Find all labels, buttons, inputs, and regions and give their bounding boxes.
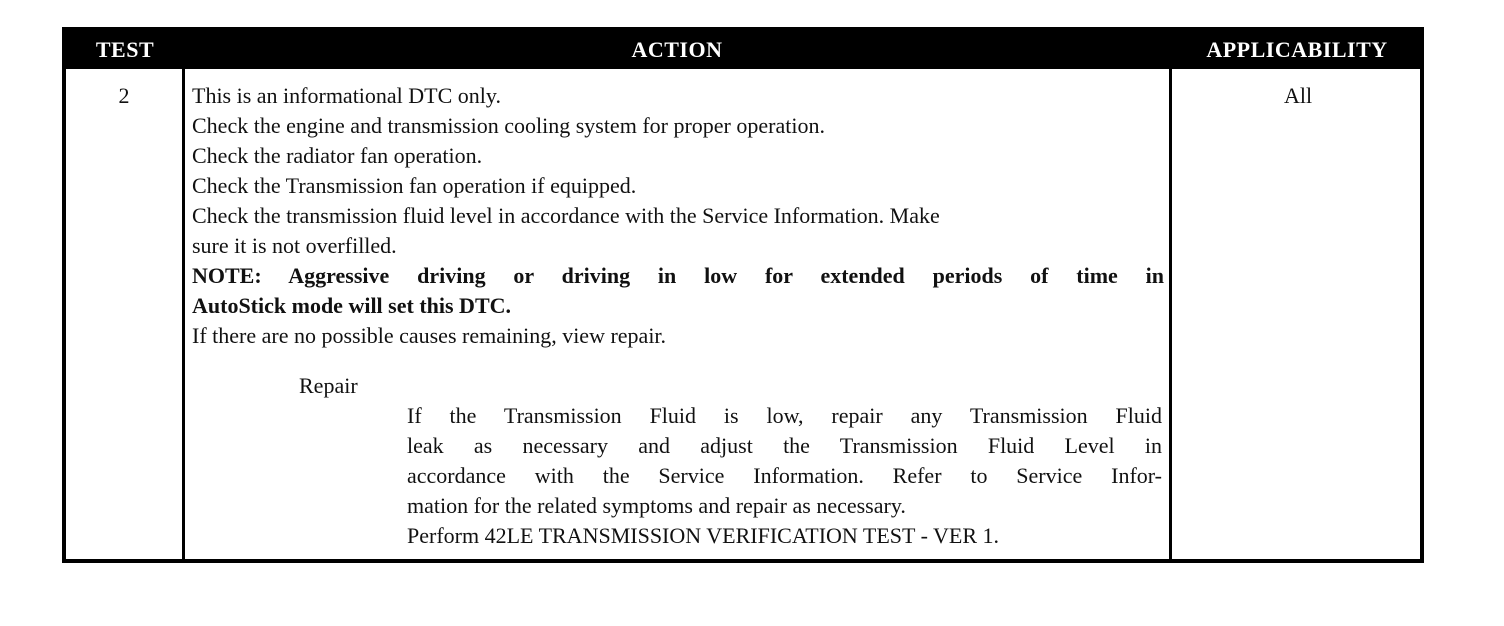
table-header <box>66 31 1420 69</box>
header-action: ACTION <box>631 37 723 62</box>
repair-line: Perform 42LE TRANSMISSION VERIFICATION TEST - VER 1. <box>407 523 999 548</box>
action-line: sure it is not overfilled. <box>192 233 397 258</box>
repair-label: Repair <box>299 373 358 398</box>
action-line: Check the transmission fluid level in accordance with the Service Information. Make <box>192 203 940 228</box>
action-line: Check the Transmission fan operation if equipped. <box>192 173 637 198</box>
note-line: NOTE: Aggressive driving or driving in low for extended periods of time in <box>192 263 1164 288</box>
header-applicability: APPLICABILITY <box>1206 37 1388 62</box>
note-line: AutoStick mode will set this DTC. <box>192 293 512 318</box>
repair-line: leak as necessary and adjust the Transmission Fluid Level in <box>407 433 1162 458</box>
repair-body <box>407 401 1162 551</box>
final-instruction: If there are no possible causes remaining, view repair. <box>192 323 667 348</box>
test-number: 2 <box>118 83 130 108</box>
applicability-value: All <box>1283 83 1313 108</box>
repair-line: accordance with the Service Information. Refer to Service Infor- <box>407 463 1162 488</box>
repair-line: mation for the related symptoms and repair as necessary. <box>407 493 906 518</box>
header-test: TEST <box>95 37 155 62</box>
diagnostic-table <box>62 27 1424 563</box>
action-line: This is an informational DTC only. <box>192 83 501 108</box>
action-line: Check the radiator fan operation. <box>192 143 483 168</box>
column-divider <box>182 69 185 559</box>
action-cell <box>192 69 1164 551</box>
repair-line: If the Transmission Fluid is low, repair any Transmission Fluid <box>407 403 1162 428</box>
action-line: Check the engine and transmission cooling system for proper operation. <box>192 113 825 138</box>
column-divider <box>1169 69 1172 559</box>
